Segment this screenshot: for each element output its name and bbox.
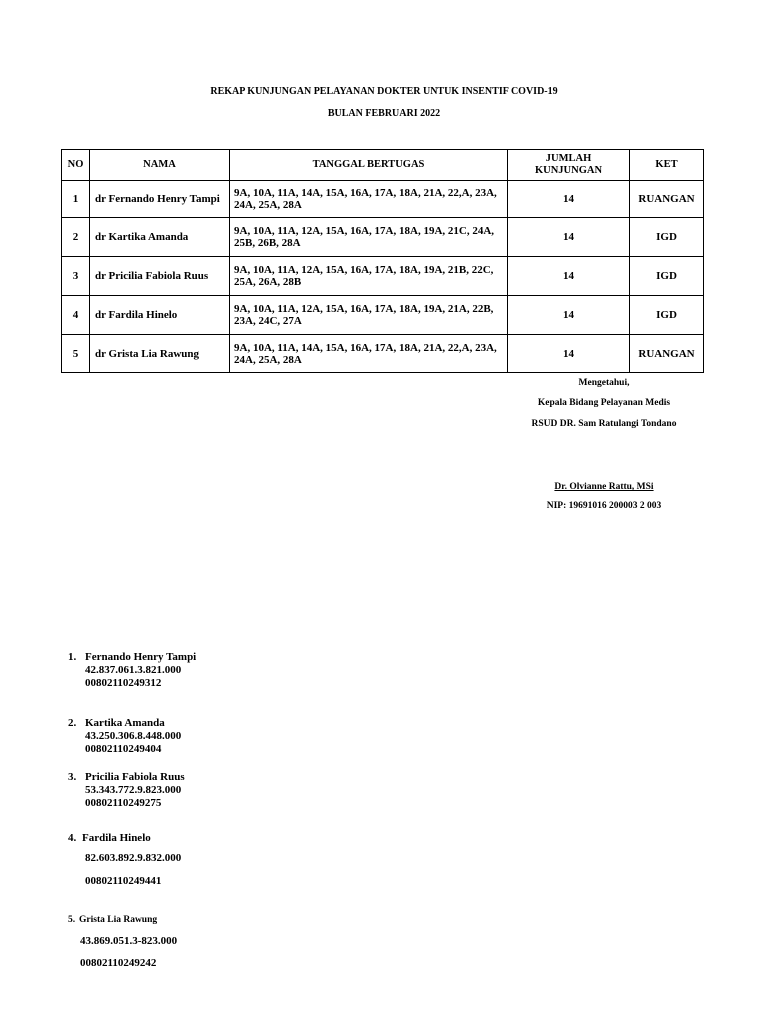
document-subtitle: BULAN FEBRUARI 2022 <box>327 108 441 119</box>
recipient-number: 1. <box>68 651 77 663</box>
recipient-account: 00802110249275 <box>85 797 162 809</box>
recipient-account: 00802110249312 <box>85 677 162 689</box>
recipient-npwp: 53.343.772.9.823.000 <box>85 784 182 796</box>
cell-nama: dr Fardila Hinelo <box>90 296 230 335</box>
recipient-number: 3. <box>68 771 77 783</box>
recipient-number: 4. <box>68 832 77 844</box>
cell-ket: RUANGAN <box>630 181 704 218</box>
cell-ket: IGD <box>630 257 704 296</box>
cell-no: 3 <box>62 257 90 296</box>
cell-nama: dr Pricilia Fabiola Ruus <box>90 257 230 296</box>
signature-name <box>504 481 704 493</box>
signature-institution: RSUD DR. Sam Ratulangi Tondano <box>531 419 677 429</box>
recipient-npwp: 82.603.892.9.832.000 <box>85 852 182 864</box>
recipient-number: 5. <box>68 915 76 925</box>
cell-nama: dr Kartika Amanda <box>90 218 230 257</box>
cell-tanggal-line: 9A, 10A, 11A, 14A, 15A, 16A, 17A, 18A, 21A, 22,A, 23A, <box>234 187 497 199</box>
table-row <box>62 257 704 296</box>
table-header-row <box>62 150 704 181</box>
cell-tanggal <box>230 257 508 296</box>
cell-no: 2 <box>62 218 90 257</box>
table-row <box>62 218 704 257</box>
cell-nama: dr Fernando Henry Tampi <box>90 181 230 218</box>
cell-tanggal-line: 9A, 10A, 11A, 12A, 15A, 16A, 17A, 18A, 19A, 21C, 24A, <box>234 225 495 237</box>
cell-no: 4 <box>62 296 90 335</box>
signature-acknowledged: Mengetahui, <box>578 378 630 388</box>
recipient-name: Kartika Amanda <box>85 717 165 729</box>
column-header-jumlah <box>508 150 630 181</box>
recipient-name: Grista Lia Rawung <box>79 915 158 925</box>
cell-tanggal <box>230 296 508 335</box>
cell-no: 5 <box>62 335 90 373</box>
cell-no: 1 <box>62 181 90 218</box>
cell-jumlah: 14 <box>508 335 630 373</box>
table-row <box>62 181 704 218</box>
recipient-name: Pricilia Fabiola Ruus <box>85 771 185 783</box>
cell-tanggal-line: 9A, 10A, 11A, 14A, 15A, 16A, 17A, 18A, 21A, 22,A, 23A, <box>234 341 497 354</box>
cell-tanggal <box>230 181 508 218</box>
document-title: REKAP KUNJUNGAN PELAYANAN DOKTER UNTUK INSENTIF COVID-19 <box>210 86 558 97</box>
signature-nip: NIP: 19691016 200003 2 003 <box>546 501 662 511</box>
recipient-account: 00802110249242 <box>80 957 157 969</box>
cell-ket: IGD <box>630 218 704 257</box>
column-header-jumlah-label: JUMLAH KUNJUNGAN <box>534 153 603 176</box>
cell-tanggal-line: 25A, 26A, 28B <box>234 276 302 288</box>
visit-recap-table <box>61 149 704 373</box>
recipient-npwp: 42.837.061.3.821.000 <box>85 664 182 676</box>
recipient-account: 00802110249404 <box>85 743 162 755</box>
cell-tanggal-line: 23A, 24C, 27A <box>234 315 302 327</box>
recipient-npwp: 43.250.306.8.448.000 <box>85 730 182 742</box>
cell-nama: dr Grista Lia Rawung <box>90 335 230 373</box>
cell-jumlah: 14 <box>508 181 630 218</box>
column-header-nama: NAMA <box>90 150 230 181</box>
signature-name-text: Dr. Olvianne Rattu, MSi <box>554 482 654 492</box>
column-header-no: NO <box>62 150 90 181</box>
recipient-npwp: 43.869.051.3-823.000 <box>80 935 178 947</box>
recipient-name: Fardila Hinelo <box>82 832 151 844</box>
column-header-tanggal: TANGGAL BERTUGAS <box>230 150 508 181</box>
cell-tanggal-line: 25B, 26B, 28A <box>234 237 301 249</box>
cell-ket: IGD <box>630 296 704 335</box>
cell-tanggal-line: 9A, 10A, 11A, 12A, 15A, 16A, 17A, 18A, 19A, 21A, 22B, <box>234 303 494 315</box>
recipient-account: 00802110249441 <box>85 875 162 887</box>
table-row <box>62 335 704 373</box>
table-row <box>62 296 704 335</box>
cell-jumlah: 14 <box>508 257 630 296</box>
signature-position: Kepala Bidang Pelayanan Medis <box>537 398 671 408</box>
cell-jumlah: 14 <box>508 218 630 257</box>
cell-tanggal-line: 24A, 25A, 28A <box>234 353 302 366</box>
cell-ket: RUANGAN <box>630 335 704 373</box>
cell-tanggal-line: 24A, 25A, 28A <box>234 199 302 211</box>
cell-tanggal <box>230 335 508 373</box>
cell-jumlah: 14 <box>508 296 630 335</box>
cell-tanggal-line: 9A, 10A, 11A, 12A, 15A, 16A, 17A, 18A, 19A, 21B, 22C, <box>234 264 494 276</box>
recipient-number: 2. <box>68 717 77 729</box>
recipient-name: Fernando Henry Tampi <box>85 651 197 663</box>
column-header-ket: KET <box>630 150 704 181</box>
cell-tanggal <box>230 218 508 257</box>
